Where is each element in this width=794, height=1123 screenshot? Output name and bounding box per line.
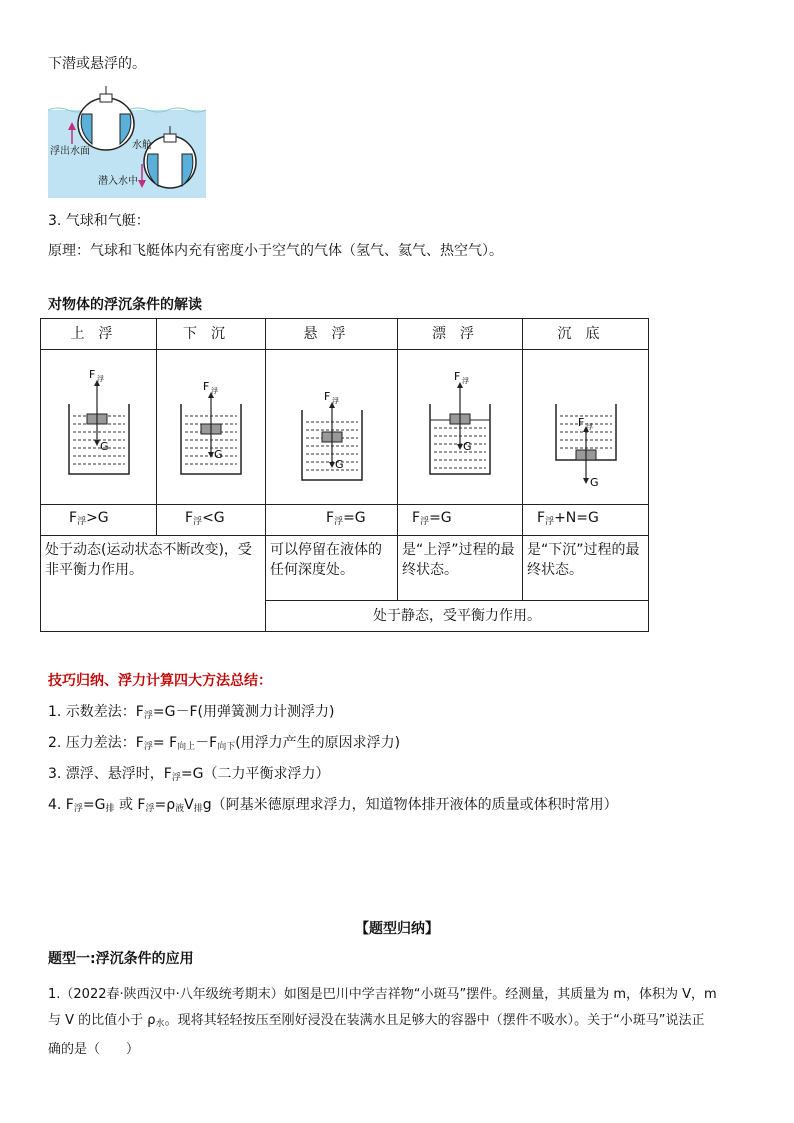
method-1: 1. 示数差法：$F_浮=G-F$(用弹簧测力计测浮力) <box>48 704 335 721</box>
desc-suspend: 可以停留在液体的任何深度处。 <box>266 536 398 601</box>
intro-line: 下潜或悬浮的。 <box>48 56 146 72</box>
svg-text:浮: 浮 <box>96 375 104 383</box>
header-bottom: 沉底 <box>523 319 649 350</box>
svg-text:F: F <box>88 368 95 381</box>
beaker-rise <box>49 354 149 494</box>
svg-text:浮: 浮 <box>331 397 339 405</box>
desc-float: 是“上浮”过程的最终状态。 <box>398 536 523 601</box>
question-line-3: 确的是（ ） <box>48 1042 140 1057</box>
table-title: 对物体的浮沉条件的解读 <box>48 297 202 313</box>
svg-text:G: G <box>334 458 344 471</box>
submarine-figure <box>48 84 206 198</box>
svg-text:G: G <box>463 440 472 453</box>
figure-suspend <box>266 350 398 505</box>
svg-text:G: G <box>99 440 109 453</box>
question-line-1: 1.（2022春·陕西汉中·八年级统考期末）如图是巴川中学吉祥物“小斑马”摆件。经测量，其质量为 m，体积为 V，m <box>48 987 717 1002</box>
formula-rise: $F_浮>G$ <box>41 505 157 536</box>
figure-sink <box>157 350 266 505</box>
figure-float <box>398 350 523 505</box>
figure-rise <box>41 350 157 505</box>
beaker-suspend <box>282 354 382 494</box>
svg-text:F: F <box>577 416 584 429</box>
svg-text:浮: 浮 <box>462 377 469 385</box>
label-dive: 潜入水中 <box>98 176 138 187</box>
formula-bottom: $F_浮+N=G$ <box>523 505 649 536</box>
desc-dynamic: 处于动态(运动状态不断改变)，受非平衡力作用。 <box>41 536 266 632</box>
formula-float: $F_浮=G$ <box>398 505 523 536</box>
label-tank: 水舱 <box>132 140 152 151</box>
desc-static: 处于静态，受平衡力作用。 <box>266 601 649 632</box>
header-float: 漂浮 <box>398 319 523 350</box>
balloon-heading: 3. 气球和气艇： <box>48 213 150 229</box>
question-line-2: 与 V 的比值小于 $\rho_水$。现将其轻轻按压至刚好浸没在装满水且足够大的容器中（摆件不吸水）。关于“小斑马”说法正 <box>48 1013 705 1029</box>
beaker-sink <box>161 354 261 494</box>
method-2: 2. 压力差法：$F_浮= F_{向上}-F_{向下}$(用浮力产生的原因求浮力) <box>48 735 401 752</box>
label-float: 浮出水面 <box>50 146 90 157</box>
beaker-float <box>410 354 510 494</box>
methods-title: 技巧归纳、浮力计算四大方法总结： <box>48 673 272 689</box>
svg-text:浮: 浮 <box>211 387 218 395</box>
method-3: 3. 漂浮、悬浮时，$F_浮=G$（二力平衡求浮力） <box>48 766 330 783</box>
beaker-bottom <box>536 354 636 494</box>
type1-heading: 题型一:浮沉条件的应用 <box>48 951 194 967</box>
header-suspend: 悬浮 <box>266 319 398 350</box>
section-heading: 【题型归纳】 <box>355 921 439 937</box>
svg-text:G: G <box>214 448 223 461</box>
svg-text:F: F <box>203 380 210 393</box>
header-sink: 下沉 <box>157 319 266 350</box>
svg-text:G: G <box>589 476 599 489</box>
float-sink-table <box>40 318 649 632</box>
balloon-principle: 原理：气球和飞艇体内充有密度小于空气的气体（氢气、氦气、热空气）。 <box>48 243 503 259</box>
method-4: 4. $F_浮=G_排$ 或 $F_浮=\rho_液V_排g$（阿基米德原理求浮力，知道物体排开液体的质量或体积时常用） <box>48 797 618 814</box>
desc-sink: 是“下沉”过程的最终状态。 <box>523 536 649 601</box>
svg-text:F: F <box>454 370 461 383</box>
formula-sink: $F_浮<G$ <box>157 505 266 536</box>
figure-bottom <box>523 350 649 505</box>
formula-suspend: $F_浮=G$ <box>266 505 398 536</box>
svg-text:浮: 浮 <box>585 423 593 431</box>
question-1 <box>48 982 717 1063</box>
header-rise: 上浮 <box>41 319 157 350</box>
svg-text:F: F <box>323 390 330 403</box>
